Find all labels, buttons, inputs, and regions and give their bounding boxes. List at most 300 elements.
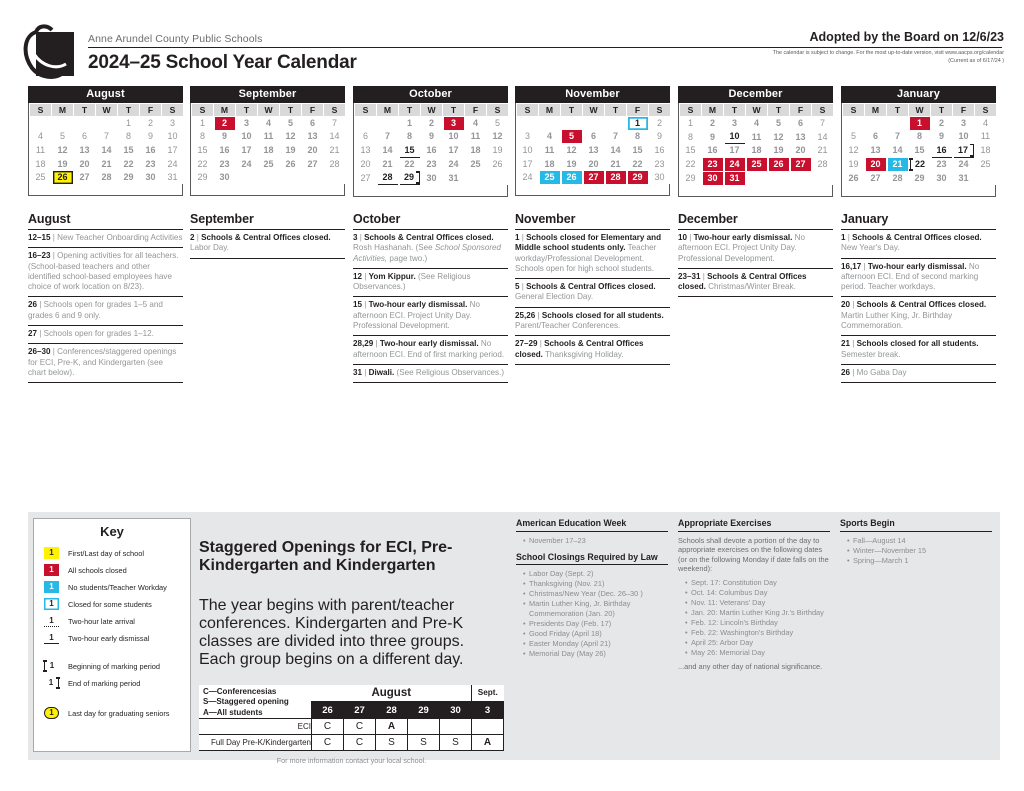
stag-day: 28 xyxy=(376,702,408,719)
day-cell: 5 xyxy=(850,131,856,142)
day-cell: 26 xyxy=(848,172,859,183)
note-item: 21 | Schools closed for all students. Semester break. xyxy=(841,335,996,364)
key-rows xyxy=(34,545,190,721)
day-cell: 5 xyxy=(287,118,293,129)
day-cell: 5 xyxy=(59,131,65,142)
day-cell: 12 xyxy=(492,131,503,142)
day-cell: 5 xyxy=(494,118,500,129)
day-cell: 25 xyxy=(746,158,768,172)
day-cell: 7 xyxy=(384,131,390,142)
week-row xyxy=(355,144,509,158)
day-cell: 6 xyxy=(309,118,315,129)
day-cell: 14 xyxy=(382,145,393,156)
day-cell xyxy=(517,117,539,131)
panel-list-item: • Jan. 20: Martin Luther King Jr.'s Birthday xyxy=(686,608,830,618)
day-cell: 29 xyxy=(914,172,925,183)
day-cell: 22 xyxy=(909,158,931,172)
key-label: End of marking period xyxy=(68,678,141,688)
day-cell: 16 xyxy=(145,144,156,155)
sports-begin-panel xyxy=(840,518,992,566)
panel-title: Appropriate Exercises xyxy=(678,518,830,532)
day-cell xyxy=(52,117,74,131)
stag-cell: A xyxy=(376,719,408,735)
day-cell: 26 xyxy=(492,158,503,169)
panel-title: American Education Week xyxy=(516,518,668,532)
day-cell: 9 xyxy=(938,131,944,142)
day-cell xyxy=(812,171,834,185)
day-cell: 9 xyxy=(147,131,153,142)
day-cell: 10 xyxy=(724,130,746,144)
notes-september xyxy=(190,212,345,259)
day-cell: 4 xyxy=(546,131,552,142)
day-cell: 18 xyxy=(751,145,762,156)
key-label: Closed for some students xyxy=(68,599,152,609)
weekday-header: S xyxy=(843,104,865,117)
day-cell: 20 xyxy=(79,158,90,169)
key-label: Last day for graduating seniors xyxy=(68,708,170,718)
day-cell: 8 xyxy=(687,131,693,142)
stag-cell xyxy=(472,719,504,735)
day-cell: 22 xyxy=(123,158,134,169)
day-cell: 25 xyxy=(470,158,481,169)
month-title: December xyxy=(678,86,833,103)
panel-list-item: • Sept. 17: Constitution Day xyxy=(686,578,830,588)
day-cell xyxy=(355,117,377,131)
day-cell: 26 xyxy=(52,171,74,185)
day-cell: 10 xyxy=(448,131,459,142)
weekday-header: T xyxy=(724,104,746,117)
stag-row-label: ECI xyxy=(199,719,312,735)
day-cell: 4 xyxy=(753,118,759,129)
note-item: 16,17 | Two-hour early dismissal. No afternoon ECI. End of second marking period. Teacher workdays. xyxy=(841,258,996,297)
day-cell: 18 xyxy=(263,144,274,155)
key-row xyxy=(34,545,190,561)
weekday-header: M xyxy=(702,104,724,117)
weekday-header: W xyxy=(746,104,768,117)
day-cell xyxy=(539,117,561,131)
key-swatch-icon: 1 xyxy=(44,677,59,689)
day-cell: 23 xyxy=(936,158,947,169)
day-cell: 9 xyxy=(709,131,715,142)
month-title: October xyxy=(353,86,508,103)
day-cell: 31 xyxy=(958,172,969,183)
day-cell: 7 xyxy=(819,118,825,129)
day-cell: 7 xyxy=(103,131,109,142)
day-cell: 29 xyxy=(123,172,134,183)
notes-month-heading: October xyxy=(353,212,401,226)
day-cell: 7 xyxy=(331,118,337,129)
day-cell: 2 xyxy=(214,117,236,131)
notes-august xyxy=(28,212,183,383)
weekday-header: S xyxy=(162,104,184,117)
week-row xyxy=(192,144,346,158)
stag-head-row xyxy=(199,685,504,702)
note-item: 12–15 | New Teacher Onboarding Activities xyxy=(28,229,183,247)
day-cell: 23 xyxy=(219,158,230,169)
day-cell: 2 xyxy=(147,118,153,129)
week-row xyxy=(355,117,509,131)
day-cell: 28 xyxy=(892,172,903,183)
day-cell: 15 xyxy=(399,144,421,158)
weekday-header: S xyxy=(975,104,997,117)
weekday-header: T xyxy=(768,104,790,117)
weekday-header: W xyxy=(258,104,280,117)
day-cell: 20 xyxy=(588,158,599,169)
day-cell: 6 xyxy=(872,131,878,142)
day-cell: 14 xyxy=(610,144,621,155)
day-cell: 29 xyxy=(685,172,696,183)
day-cell: 14 xyxy=(329,131,340,142)
day-cell: 28 xyxy=(329,158,340,169)
key-row xyxy=(34,658,190,674)
key-legend-box xyxy=(33,518,191,752)
day-cell: 4 xyxy=(472,118,478,129)
adopted-text: Adopted by the Board on 12/6/23 xyxy=(809,30,1004,44)
month-september xyxy=(190,86,345,196)
weekday-header: W xyxy=(909,104,931,117)
day-cell: 22 xyxy=(197,158,208,169)
day-cell xyxy=(561,117,583,131)
day-cell: 21 xyxy=(817,145,828,156)
day-cell: 7 xyxy=(894,131,900,142)
day-cell xyxy=(768,171,790,185)
weekday-header: T xyxy=(561,104,583,117)
day-cell: 16 xyxy=(426,145,437,156)
key-label: Two-hour early dismissal xyxy=(68,633,150,643)
panel-list-item: • Winter—November 15 xyxy=(848,546,992,556)
week-row xyxy=(680,158,834,172)
note-item: 5 | Schools & Central Offices closed. General Election Day. xyxy=(515,278,670,307)
weekday-header: M xyxy=(865,104,887,117)
week-row xyxy=(517,117,671,131)
day-cell: 6 xyxy=(362,131,368,142)
panel-list-item: • Martin Luther King, Jr. Birthday Commemoration (Jan. 20) xyxy=(524,599,668,619)
panel-list-item: • November 17–23 xyxy=(524,536,668,546)
day-cell: 15 xyxy=(914,145,925,156)
stag-cell xyxy=(408,719,440,735)
key-swatch-icon: 1 xyxy=(44,632,59,644)
day-cell xyxy=(465,171,487,185)
stag-cell: S xyxy=(408,735,440,751)
day-cell: 2 xyxy=(709,118,715,129)
panel-items xyxy=(678,578,830,658)
day-cell: 4 xyxy=(265,118,271,129)
day-cell: 21 xyxy=(887,158,909,172)
note-item: 26 | Mo Gaba Day xyxy=(841,364,996,383)
day-cell: 29 xyxy=(399,171,421,185)
day-cell: 29 xyxy=(197,172,208,183)
notes-month-heading: August xyxy=(28,212,71,226)
panel-list-item: • Thanksgiving (Nov. 21) xyxy=(524,579,668,589)
day-cell: 17 xyxy=(241,144,252,155)
day-cell: 28 xyxy=(377,171,399,185)
day-cell xyxy=(746,171,768,185)
weekday-header: F xyxy=(953,104,975,117)
day-cell: 21 xyxy=(610,158,621,169)
stag-day: 3 xyxy=(472,702,504,719)
month-august xyxy=(28,86,183,196)
week-row xyxy=(30,157,184,171)
weekday-header: T xyxy=(887,104,909,117)
day-cell: 20 xyxy=(360,158,371,169)
week-row xyxy=(843,144,997,158)
stag-day: 30 xyxy=(440,702,472,719)
weekday-header: S xyxy=(355,104,377,117)
note-item: 1 | Schools & Central Offices closed. New Year's Day. xyxy=(841,229,996,258)
note-item: 26 | Schools open for grades 1–5 and grades 6 and 9 only. xyxy=(28,296,183,325)
day-cell: 1 xyxy=(199,118,205,129)
day-cell: 17 xyxy=(729,145,740,156)
week-row xyxy=(355,158,509,172)
week-row xyxy=(843,171,997,185)
day-cell: 11 xyxy=(980,131,991,142)
stag-cell xyxy=(440,719,472,735)
week-row xyxy=(192,157,346,171)
day-cell xyxy=(302,171,324,185)
weekday-header: T xyxy=(118,104,140,117)
panel-subitems xyxy=(516,569,668,659)
day-cell: 13 xyxy=(307,131,318,142)
day-cell: 25 xyxy=(539,171,561,185)
stag-day: 27 xyxy=(344,702,376,719)
month-title: August xyxy=(28,86,183,103)
week-row xyxy=(517,130,671,144)
day-cell: 16 xyxy=(931,144,953,158)
month-title: November xyxy=(515,86,670,103)
weekday-header: T xyxy=(443,104,465,117)
day-cell: 21 xyxy=(101,158,112,169)
day-cell: 3 xyxy=(524,131,530,142)
month-november xyxy=(515,86,670,196)
day-cell: 11 xyxy=(544,144,555,155)
note-item: 16–23 | Opening activities for all teachers. (School-based teachers and other identified school-based employees have choice of work location on 8/23). xyxy=(28,247,183,296)
day-cell: 17 xyxy=(953,144,975,158)
day-cell: 3 xyxy=(443,117,465,131)
panel-list-item: • Oct. 14: Columbus Day xyxy=(686,588,830,598)
day-cell: 31 xyxy=(724,171,746,185)
day-cell: 30 xyxy=(145,172,156,183)
week-row xyxy=(843,117,997,131)
weekday-header: M xyxy=(539,104,561,117)
day-cell: 14 xyxy=(817,131,828,142)
day-cell: 11 xyxy=(751,131,762,142)
note-item: 20 | Schools & Central Offices closed. Martin Luther King, Jr. Birthday Commemoration. xyxy=(841,296,996,335)
week-row xyxy=(192,130,346,144)
panel-list-item: • Fall—August 14 xyxy=(848,536,992,546)
panel-list-item: • Feb. 12: Lincoln's Birthday xyxy=(686,618,830,628)
organization-name: Anne Arundel County Public Schools xyxy=(88,33,263,45)
key-swatch-icon: 1 xyxy=(44,660,59,672)
day-cell: 13 xyxy=(870,145,881,156)
weekday-header: F xyxy=(140,104,162,117)
day-cell: 24 xyxy=(167,158,178,169)
day-cell: 12 xyxy=(57,144,68,155)
day-cell: 18 xyxy=(35,158,46,169)
stag-cell: A xyxy=(472,735,504,751)
note-item: 15 | Two-hour early dismissal. No afternoon ECI. Project Unity Day. Professional Development. xyxy=(353,296,508,335)
weekday-header: S xyxy=(324,104,346,117)
notes-month-heading: December xyxy=(678,212,738,226)
day-cell: 30 xyxy=(654,172,665,183)
note-item: 1 | Schools closed for Elementary and Middle school students only. Teacher workday/Professional Development. Schools open for high school students. xyxy=(515,229,670,278)
stag-day: 29 xyxy=(408,702,440,719)
day-cell: 9 xyxy=(656,131,662,142)
key-label: Beginning of marking period xyxy=(68,661,161,671)
day-cell: 1 xyxy=(627,117,649,131)
day-cell: 3 xyxy=(731,118,737,129)
note-item: 3 | Schools & Central Offices closed. Rosh Hashanah. (See School Sponsored Activities, page two.) xyxy=(353,229,508,268)
day-cell: 11 xyxy=(263,131,274,142)
day-cell: 3 xyxy=(243,118,249,129)
day-cell: 5 xyxy=(561,130,583,144)
day-cell: 13 xyxy=(360,145,371,156)
day-cell: 24 xyxy=(522,172,533,183)
note-item: 10 | Two-hour early dismissal. No afternoon ECI. Project Unity Day. Professional Development. xyxy=(678,229,833,268)
day-cell: 6 xyxy=(590,131,596,142)
day-cell: 1 xyxy=(909,117,931,131)
day-cell xyxy=(843,117,865,131)
week-row xyxy=(192,171,346,185)
weekday-header: F xyxy=(627,104,649,117)
stag-row xyxy=(199,735,504,751)
day-cell: 26 xyxy=(285,158,296,169)
day-cell: 27 xyxy=(790,158,812,172)
day-cell: 16 xyxy=(219,144,230,155)
stag-cell: C xyxy=(344,719,376,735)
day-cell: 10 xyxy=(958,131,969,142)
day-cell xyxy=(605,117,627,131)
header-titles xyxy=(88,33,728,74)
notes-october xyxy=(353,212,508,383)
day-cell: 11 xyxy=(470,131,481,142)
weekday-header: M xyxy=(377,104,399,117)
day-cell: 31 xyxy=(448,172,459,183)
note-item: 26–30 | Conferences/staggered openings for ECI, Pre-K, and Kindergarten (see chart below). xyxy=(28,343,183,383)
stag-cell: S xyxy=(440,735,472,751)
weekday-header: F xyxy=(790,104,812,117)
key-label: Two-hour late arrival xyxy=(68,616,135,626)
key-label: All schools closed xyxy=(68,565,127,575)
day-cell xyxy=(975,171,997,185)
day-cell: 23 xyxy=(654,158,665,169)
weekday-header: W xyxy=(96,104,118,117)
day-cell: 14 xyxy=(101,144,112,155)
weekday-header: M xyxy=(214,104,236,117)
day-cell: 15 xyxy=(632,144,643,155)
day-cell: 28 xyxy=(605,171,627,185)
day-cell: 18 xyxy=(544,158,555,169)
stag-cell: C xyxy=(312,735,344,751)
day-cell: 25 xyxy=(263,158,274,169)
stag-cell: C xyxy=(312,719,344,735)
day-cell: 20 xyxy=(307,144,318,155)
day-cell: 23 xyxy=(702,158,724,172)
day-cell: 6 xyxy=(81,131,87,142)
day-cell xyxy=(236,171,258,185)
week-row xyxy=(355,171,509,185)
key-row xyxy=(34,675,190,691)
day-cell: 19 xyxy=(848,158,859,169)
week-row xyxy=(30,117,184,131)
note-item: 12 | Yom Kippur. (See Religious Observances.) xyxy=(353,268,508,297)
day-cell: 11 xyxy=(35,144,46,155)
weekday-header: W xyxy=(421,104,443,117)
day-cell: 20 xyxy=(795,145,806,156)
day-cell xyxy=(74,117,96,131)
stag-row xyxy=(199,719,504,735)
panel-list-item: • Good Friday (April 18) xyxy=(524,629,668,639)
day-cell: 8 xyxy=(406,131,412,142)
month-notes xyxy=(0,212,1024,492)
day-cell xyxy=(96,117,118,131)
panel-list-item: • Easter Monday (April 21) xyxy=(524,639,668,649)
key-swatch-icon: 1 xyxy=(44,564,59,576)
panel-list-item: • Presidents Day (Feb. 17) xyxy=(524,619,668,629)
day-cell: 2 xyxy=(938,118,944,129)
day-cell: 23 xyxy=(145,158,156,169)
notes-month-heading: November xyxy=(515,212,576,226)
day-cell: 30 xyxy=(219,172,230,183)
day-cell: 27 xyxy=(583,171,605,185)
day-cell: 24 xyxy=(448,158,459,169)
week-row xyxy=(680,117,834,131)
day-cell xyxy=(865,117,887,131)
week-row xyxy=(355,130,509,144)
day-cell: 19 xyxy=(773,145,784,156)
note-item: 23–31 | Schools & Central Offices closed. Christmas/Winter Break. xyxy=(678,268,833,298)
weekday-header: T xyxy=(74,104,96,117)
week-row xyxy=(30,130,184,144)
day-cell xyxy=(487,171,509,185)
american-education-week-panel xyxy=(516,518,668,659)
panel-items xyxy=(840,536,992,566)
day-cell: 8 xyxy=(125,131,131,142)
day-cell: 19 xyxy=(285,144,296,155)
day-cell xyxy=(887,117,909,131)
weekday-header: T xyxy=(236,104,258,117)
day-cell: 19 xyxy=(57,158,68,169)
weekday-header: S xyxy=(192,104,214,117)
day-cell: 25 xyxy=(980,158,991,169)
day-cell: 10 xyxy=(241,131,252,142)
day-cell: 19 xyxy=(492,145,503,156)
stag-legend: C—Conferencesias S—Staggered opening A—All students xyxy=(203,686,289,717)
weekday-header: S xyxy=(517,104,539,117)
day-cell: 18 xyxy=(980,145,991,156)
note-item: 2 | Schools & Central Offices closed. Labor Day. xyxy=(190,229,345,259)
note-item: 25,26 | Schools closed for all students. Parent/Teacher Conferences. xyxy=(515,307,670,336)
weekday-header: S xyxy=(680,104,702,117)
day-cell xyxy=(258,171,280,185)
stag-sept-head: Sept. xyxy=(472,685,504,702)
page-header xyxy=(0,0,1024,86)
month-title: January xyxy=(841,86,996,103)
week-row xyxy=(680,144,834,158)
staggered-table xyxy=(199,685,504,752)
key-swatch-icon: 1 xyxy=(44,547,59,559)
weekday-header: S xyxy=(649,104,671,117)
key-label: First/Last day of school xyxy=(68,548,144,558)
weekday-header: S xyxy=(30,104,52,117)
month-october xyxy=(353,86,508,197)
notes-january xyxy=(841,212,996,383)
day-cell: 16 xyxy=(707,145,718,156)
stag-row-label: Full Day Pre-K/Kindergarten xyxy=(199,735,312,751)
day-cell: 8 xyxy=(199,131,205,142)
note-item: 27 | Schools open for grades 1–12. xyxy=(28,325,183,343)
day-cell: 17 xyxy=(167,144,178,155)
day-cell: 24 xyxy=(958,158,969,169)
